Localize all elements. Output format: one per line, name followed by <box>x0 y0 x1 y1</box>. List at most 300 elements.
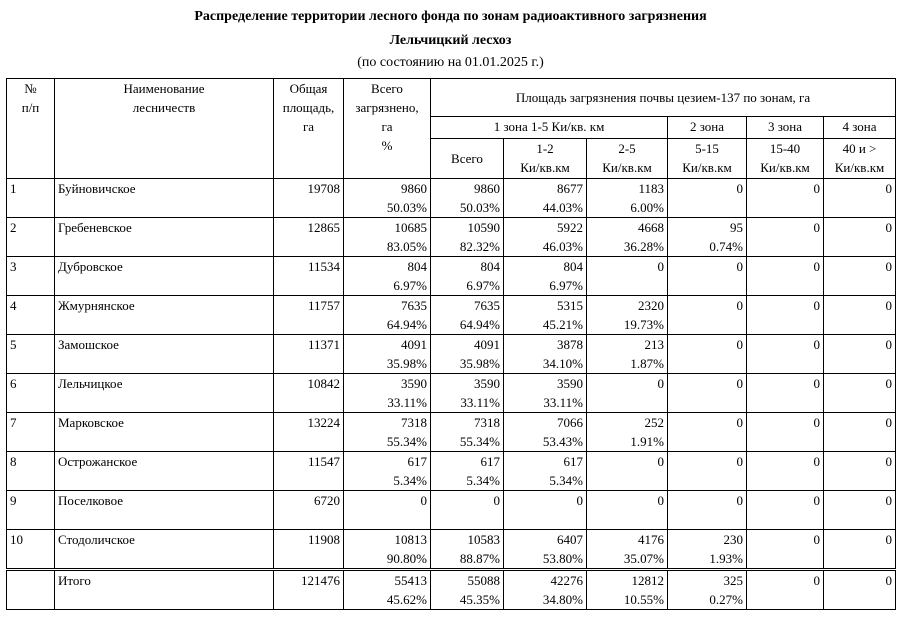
cell-zone-1-range-a-percent: 34.80% <box>542 592 583 607</box>
cell-total-area-value: 11371 <box>307 337 340 352</box>
header-forestry-name: Наименование лесничеств <box>55 79 274 179</box>
cell-total-contaminated <box>344 179 431 218</box>
table-row <box>7 296 896 335</box>
cell-zone-1-range-b <box>587 374 668 413</box>
header-number: № п/п <box>7 79 55 179</box>
cell-zone-2 <box>668 296 747 335</box>
cell-number <box>7 491 55 530</box>
cell-zone-2 <box>668 530 747 570</box>
cell-zone-4-value: 0 <box>885 376 892 391</box>
cell-zone-2-value: 95 <box>730 220 743 235</box>
cell-zone-1-range-a <box>504 570 587 610</box>
cell-number-value: 9 <box>10 493 17 508</box>
cell-number <box>7 257 55 296</box>
cell-zone-1-range-a <box>504 374 587 413</box>
cell-number <box>7 218 55 257</box>
cell-number-value: 6 <box>10 376 17 391</box>
cell-zone-4 <box>824 374 896 413</box>
cell-zone-4-value: 0 <box>885 532 892 547</box>
cell-zone-4-value: 0 <box>885 493 892 508</box>
cell-zone-1-range-b-percent: 19.73% <box>623 317 664 332</box>
cell-zone-1-total <box>431 257 504 296</box>
cell-zone-1-range-b-value: 252 <box>644 415 664 430</box>
cell-number-value: 8 <box>10 454 17 469</box>
cell-zone-4-value: 0 <box>885 259 892 274</box>
cell-zone-2 <box>668 491 747 530</box>
cell-zone-1-range-b-value: 0 <box>657 376 664 391</box>
cell-zone-4-value: 0 <box>885 337 892 352</box>
cell-total-contaminated-value: 10685 <box>394 220 427 235</box>
header-zone-1-range-b: 2-5 Ки/кв.км <box>587 139 668 179</box>
header-zone-3-range: 15-40 Ки/кв.км <box>747 139 824 179</box>
cell-zone-3-value: 0 <box>813 298 820 313</box>
cell-total-area <box>274 257 344 296</box>
cell-number-value: 2 <box>10 220 17 235</box>
cell-zone-1-range-a-value: 0 <box>576 493 583 508</box>
cell-zone-1-total <box>431 179 504 218</box>
cell-total-area <box>274 452 344 491</box>
cell-zone-1-range-a <box>504 218 587 257</box>
cell-zone-2-percent <box>671 354 743 373</box>
cell-zone-1-range-b-percent <box>590 471 664 490</box>
cell-total-contaminated-value: 7318 <box>401 415 427 430</box>
cell-zone-3-value: 0 <box>813 220 820 235</box>
cell-zone-2-percent <box>671 510 743 529</box>
cell-total-contaminated <box>344 530 431 570</box>
cell-zone-3-value: 0 <box>813 493 820 508</box>
cell-zone-1-range-a <box>504 452 587 491</box>
cell-total-contaminated-value: 0 <box>420 493 427 508</box>
cell-zone-3-value: 0 <box>813 337 820 352</box>
cell-zone-1-range-a <box>504 413 587 452</box>
cell-total-contaminated <box>344 296 431 335</box>
cell-zone-1-total <box>431 296 504 335</box>
cell-zone-1-range-a-percent: 33.11% <box>543 395 583 410</box>
cell-zone-1-range-b-value: 2320 <box>638 298 664 313</box>
cell-number <box>7 296 55 335</box>
cell-number-value: 5 <box>10 337 17 352</box>
cell-zone-4 <box>824 218 896 257</box>
cell-zone-2 <box>668 179 747 218</box>
cell-zone-1-range-a-value: 3878 <box>557 337 583 352</box>
cell-zone-1-range-a-value: 5922 <box>557 220 583 235</box>
cell-zone-2-percent <box>671 432 743 451</box>
cell-zone-2-value: 0 <box>736 415 743 430</box>
cell-total-contaminated <box>344 413 431 452</box>
cell-zone-3 <box>747 179 824 218</box>
cell-zone-2 <box>668 452 747 491</box>
cell-forestry-name <box>55 179 274 218</box>
header-zone-4-range: 40 и > Ки/кв.км <box>824 139 896 179</box>
cell-zone-1-range-b-percent <box>590 393 664 412</box>
cell-zone-1-total-value: 9860 <box>474 181 500 196</box>
contamination-table <box>6 78 896 610</box>
header-zone-3: 3 зона <box>747 117 824 139</box>
cell-forestry-name-value: Дубровское <box>58 259 123 274</box>
cell-forestry-name-value: Итого <box>58 573 91 588</box>
cell-number <box>7 530 55 570</box>
cell-number <box>7 179 55 218</box>
cell-total-contaminated-value: 10813 <box>394 532 427 547</box>
table-header <box>7 79 896 179</box>
cell-zone-1-total-value: 3590 <box>474 376 500 391</box>
cell-zone-1-range-b-value: 213 <box>644 337 664 352</box>
cell-zone-3 <box>747 530 824 570</box>
cell-total-area <box>274 491 344 530</box>
cell-total-area <box>274 374 344 413</box>
cell-total-contaminated-percent: 55.34% <box>386 434 427 449</box>
cell-forestry-name-value: Жмурнянское <box>58 298 135 313</box>
cell-zone-4-value: 0 <box>885 415 892 430</box>
cell-zone-1-range-a-value: 6407 <box>557 532 583 547</box>
cell-zone-1-total <box>431 374 504 413</box>
cell-zone-2-value: 230 <box>723 532 743 547</box>
cell-zone-1-range-b-percent: 35.07% <box>623 551 664 566</box>
table-row <box>7 413 896 452</box>
cell-zone-2-percent <box>671 276 743 295</box>
cell-total-area <box>274 335 344 374</box>
cell-zone-1-range-a-value: 8677 <box>557 181 583 196</box>
cell-zone-4-value: 0 <box>885 298 892 313</box>
cell-zone-1-range-a-percent: 53.80% <box>542 551 583 566</box>
cell-zone-2-value: 0 <box>736 376 743 391</box>
cell-zone-1-range-b <box>587 218 668 257</box>
table-row <box>7 530 896 570</box>
cell-zone-2 <box>668 570 747 610</box>
table-row <box>7 374 896 413</box>
cell-zone-4 <box>824 179 896 218</box>
cell-zone-1-total-value: 4091 <box>474 337 500 352</box>
cell-zone-2-value: 0 <box>736 298 743 313</box>
cell-forestry-name-value: Острожанское <box>58 454 138 469</box>
cell-zone-1-total <box>431 218 504 257</box>
cell-number-value: 1 <box>10 181 17 196</box>
cell-zone-1-total-percent: 88.87% <box>459 551 500 566</box>
cell-zone-2-percent: 1.93% <box>709 551 743 566</box>
cell-total-area <box>274 530 344 570</box>
cell-forestry-name <box>55 218 274 257</box>
cell-forestry-name-value: Замошское <box>58 337 119 352</box>
cell-zone-4 <box>824 570 896 610</box>
cell-zone-1-range-b <box>587 452 668 491</box>
cell-zone-4 <box>824 413 896 452</box>
cell-zone-4-value: 0 <box>885 573 892 588</box>
cell-total-contaminated-value: 9860 <box>401 181 427 196</box>
cell-zone-1-total-value: 7635 <box>474 298 500 313</box>
cell-total-contaminated-value: 617 <box>407 454 427 469</box>
cell-total-contaminated <box>344 452 431 491</box>
total-row <box>7 570 896 610</box>
cell-zone-1-total <box>431 530 504 570</box>
cell-forestry-name <box>55 257 274 296</box>
cell-zone-2 <box>668 257 747 296</box>
cell-zone-1-range-a <box>504 335 587 374</box>
cell-total-area <box>274 179 344 218</box>
cell-zone-1-range-b-value: 4668 <box>638 220 664 235</box>
cell-number <box>7 570 55 610</box>
cell-total-area-value: 11757 <box>307 298 340 313</box>
cell-zone-1-total-percent: 35.98% <box>459 356 500 371</box>
cell-zone-3 <box>747 452 824 491</box>
cell-zone-1-total <box>431 491 504 530</box>
cell-zone-1-total-percent: 5.34% <box>466 473 500 488</box>
cell-zone-1-total-percent: 33.11% <box>460 395 500 410</box>
cell-forestry-name <box>55 570 274 610</box>
cell-zone-3-value: 0 <box>813 454 820 469</box>
cell-zone-3-value: 0 <box>813 415 820 430</box>
cell-number-value <box>10 571 51 590</box>
cell-zone-1-range-b <box>587 530 668 570</box>
cell-zone-1-range-a-percent: 45.21% <box>542 317 583 332</box>
cell-zone-2-percent: 0.74% <box>709 239 743 254</box>
cell-zone-1-total-percent: 82.32% <box>459 239 500 254</box>
table-row <box>7 179 896 218</box>
cell-zone-1-total-value: 0 <box>493 493 500 508</box>
cell-forestry-name-value: Марковское <box>58 415 124 430</box>
cell-zone-1-range-b-percent: 36.28% <box>623 239 664 254</box>
cell-zone-1-total <box>431 570 504 610</box>
table-row <box>7 452 896 491</box>
cell-zone-1-total-percent: 64.94% <box>459 317 500 332</box>
cell-zone-1-range-b <box>587 491 668 530</box>
cell-forestry-name <box>55 530 274 570</box>
cell-total-contaminated-value: 804 <box>407 259 427 274</box>
cell-zone-3 <box>747 570 824 610</box>
cell-forestry-name <box>55 335 274 374</box>
cell-zone-1-total-value: 617 <box>480 454 500 469</box>
table-row <box>7 491 896 530</box>
cell-total-area-value: 6720 <box>314 493 340 508</box>
cell-zone-1-range-a-percent: 53.43% <box>542 434 583 449</box>
cell-total-area-value: 121476 <box>301 573 340 588</box>
cell-total-area <box>274 218 344 257</box>
cell-zone-2-value: 0 <box>736 181 743 196</box>
cell-zone-1-range-b-percent <box>590 510 664 529</box>
cell-total-area <box>274 296 344 335</box>
cell-zone-1-range-a-value: 5315 <box>557 298 583 313</box>
header-zone-1-total: Всего <box>431 139 504 179</box>
cell-zone-4 <box>824 335 896 374</box>
cell-zone-1-range-a-percent <box>507 510 583 529</box>
cell-total-contaminated-percent <box>347 510 427 529</box>
cell-zone-1-range-a-percent: 46.03% <box>542 239 583 254</box>
cell-zone-1-range-a <box>504 530 587 570</box>
cell-total-contaminated <box>344 374 431 413</box>
cell-zone-1-range-a <box>504 257 587 296</box>
cell-zone-4 <box>824 257 896 296</box>
cell-zone-1-range-b-value: 4176 <box>638 532 664 547</box>
cell-total-contaminated-percent: 64.94% <box>386 317 427 332</box>
cell-zone-4-value: 0 <box>885 454 892 469</box>
cell-zone-1-range-b <box>587 296 668 335</box>
cell-total-area-value: 12865 <box>307 220 340 235</box>
cell-number-value: 4 <box>10 298 17 313</box>
cell-zone-1-total <box>431 335 504 374</box>
cell-zone-2 <box>668 374 747 413</box>
cell-zone-1-range-b-percent: 1.87% <box>630 356 664 371</box>
cell-zone-2-value: 325 <box>723 573 743 588</box>
cell-zone-4-value: 0 <box>885 181 892 196</box>
cell-zone-2-percent <box>671 393 743 412</box>
cell-total-area-value: 19708 <box>307 181 340 196</box>
cell-total-contaminated-percent: 35.98% <box>386 356 427 371</box>
cell-zone-1-range-b-value: 0 <box>657 454 664 469</box>
cell-total-contaminated-percent: 45.62% <box>386 592 427 607</box>
cell-total-area-value: 13224 <box>307 415 340 430</box>
cell-forestry-name <box>55 413 274 452</box>
cell-total-area <box>274 570 344 610</box>
cell-number-value: 10 <box>10 532 23 547</box>
cell-zone-2 <box>668 335 747 374</box>
cell-forestry-name <box>55 452 274 491</box>
cell-zone-1-total-value: 10590 <box>467 220 500 235</box>
cell-total-area-value: 11547 <box>307 454 340 469</box>
cell-zone-3-value: 0 <box>813 181 820 196</box>
cell-zone-3-value: 0 <box>813 573 820 588</box>
report-date: (по состоянию на 01.01.2025 г.) <box>357 55 544 70</box>
cell-zone-1-range-b-percent: 10.55% <box>623 592 664 607</box>
cell-zone-1-range-a <box>504 491 587 530</box>
document-title: Распределение территории лесного фонда по зонам радиоактивного загрязнения <box>194 9 707 24</box>
cell-zone-3-value: 0 <box>813 259 820 274</box>
cell-forestry-name <box>55 296 274 335</box>
cell-zone-1-total-percent: 6.97% <box>466 278 500 293</box>
cell-zone-4-value: 0 <box>885 220 892 235</box>
cell-number-value: 3 <box>10 259 17 274</box>
cell-zone-2-percent <box>671 315 743 334</box>
cell-zone-1-range-a-value: 617 <box>563 454 583 469</box>
cell-zone-1-range-b-value: 12812 <box>631 573 664 588</box>
cell-total-contaminated-percent: 83.05% <box>386 239 427 254</box>
cell-zone-3 <box>747 257 824 296</box>
cell-total-contaminated-percent: 5.34% <box>393 473 427 488</box>
cell-zone-4 <box>824 491 896 530</box>
cell-zone-1-range-a-value: 42276 <box>550 573 583 588</box>
cell-zone-2 <box>668 413 747 452</box>
cell-zone-1-total-value: 804 <box>480 259 500 274</box>
cell-forestry-name <box>55 491 274 530</box>
cell-zone-2 <box>668 218 747 257</box>
cell-total-contaminated-value: 3590 <box>401 376 427 391</box>
cell-zone-1-range-b-value: 0 <box>657 493 664 508</box>
cell-zone-1-range-b-percent <box>590 276 664 295</box>
cell-zone-3-value: 0 <box>813 532 820 547</box>
cell-zone-1-range-a <box>504 296 587 335</box>
cell-forestry-name-value: Лельчицкое <box>58 376 123 391</box>
cell-total-contaminated <box>344 335 431 374</box>
cell-zone-1-total <box>431 452 504 491</box>
cell-forestry-name <box>55 374 274 413</box>
cell-forestry-name-value: Гребеневское <box>58 220 132 235</box>
cell-zone-3 <box>747 218 824 257</box>
header-zone-2: 2 зона <box>668 117 747 139</box>
cell-zone-1-total-percent: 55.34% <box>459 434 500 449</box>
cell-zone-1-total-percent <box>434 510 500 529</box>
cell-number <box>7 452 55 491</box>
cell-total-contaminated-value: 55413 <box>394 573 427 588</box>
cell-total-contaminated <box>344 218 431 257</box>
cell-total-contaminated-percent: 33.11% <box>387 395 427 410</box>
cell-zone-3 <box>747 413 824 452</box>
cell-total-area <box>274 413 344 452</box>
header-zone-1-range-a: 1-2 Ки/кв.км <box>504 139 587 179</box>
cell-total-contaminated-percent: 6.97% <box>393 278 427 293</box>
cell-zone-1-range-a-percent: 34.10% <box>542 356 583 371</box>
cell-total-contaminated <box>344 257 431 296</box>
cell-total-contaminated-value: 4091 <box>401 337 427 352</box>
cell-zone-4 <box>824 296 896 335</box>
cell-zone-2-value: 0 <box>736 337 743 352</box>
cell-zone-1-range-b <box>587 257 668 296</box>
cell-forestry-name-value: Стодоличское <box>58 532 135 547</box>
cell-forestry-name-value: Буйновичское <box>58 181 136 196</box>
cell-zone-1-total-value: 55088 <box>467 573 500 588</box>
table-row <box>7 335 896 374</box>
cell-total-contaminated <box>344 570 431 610</box>
forestry-name: Лельчицкий лесхоз <box>389 33 512 48</box>
table-body <box>7 179 896 610</box>
cell-zone-1-range-b-value: 1183 <box>638 181 664 196</box>
cell-zone-3 <box>747 491 824 530</box>
cell-zone-4 <box>824 530 896 570</box>
table-row <box>7 257 896 296</box>
cell-zone-1-total-percent: 45.35% <box>459 592 500 607</box>
cell-zone-2-value: 0 <box>736 454 743 469</box>
cell-zone-1-range-b <box>587 570 668 610</box>
cell-zone-2-value: 0 <box>736 493 743 508</box>
cell-total-contaminated <box>344 491 431 530</box>
cell-zone-1-total <box>431 413 504 452</box>
cell-number-value: 7 <box>10 415 17 430</box>
cell-zone-1-range-b-value: 0 <box>657 259 664 274</box>
cell-total-area-value: 10842 <box>307 376 340 391</box>
cell-zone-1-range-a-percent: 44.03% <box>542 200 583 215</box>
cell-zone-1-range-a <box>504 179 587 218</box>
cell-total-contaminated-value: 7635 <box>401 298 427 313</box>
cell-zone-1-range-b-percent: 1.91% <box>630 434 664 449</box>
header-total-area: Общая площадь, га <box>274 79 344 179</box>
header-contamination-group: Площадь загрязнения почвы цезием-137 по зонам, га <box>431 79 896 117</box>
cell-zone-2-percent <box>671 471 743 490</box>
cell-total-area-value: 11534 <box>307 259 340 274</box>
cell-zone-1-range-a-percent: 5.34% <box>549 473 583 488</box>
table-row <box>7 218 896 257</box>
cell-zone-3 <box>747 296 824 335</box>
cell-zone-1-total-percent: 50.03% <box>459 200 500 215</box>
header-zone-4: 4 зона <box>824 117 896 139</box>
cell-zone-4 <box>824 452 896 491</box>
cell-total-contaminated-percent: 50.03% <box>386 200 427 215</box>
cell-zone-3-value: 0 <box>813 376 820 391</box>
cell-zone-3 <box>747 335 824 374</box>
cell-zone-2-percent <box>671 198 743 217</box>
header-total-contaminated: Всего загрязнено, га % <box>344 79 431 179</box>
cell-number <box>7 335 55 374</box>
cell-zone-1-range-a-percent: 6.97% <box>549 278 583 293</box>
cell-zone-1-range-b <box>587 179 668 218</box>
cell-zone-1-range-b <box>587 413 668 452</box>
cell-zone-1-range-a-value: 3590 <box>557 376 583 391</box>
header-zone-1: 1 зона 1-5 Ки/кв. км <box>431 117 668 139</box>
cell-number <box>7 413 55 452</box>
cell-zone-2-value: 0 <box>736 259 743 274</box>
cell-forestry-name-value: Поселковое <box>58 493 124 508</box>
cell-zone-1-range-b <box>587 335 668 374</box>
header-zone-2-range: 5-15 Ки/кв.км <box>668 139 747 179</box>
cell-zone-1-total-value: 10583 <box>467 532 500 547</box>
cell-zone-1-range-a-value: 7066 <box>557 415 583 430</box>
cell-zone-2-percent: 0.27% <box>709 592 743 607</box>
